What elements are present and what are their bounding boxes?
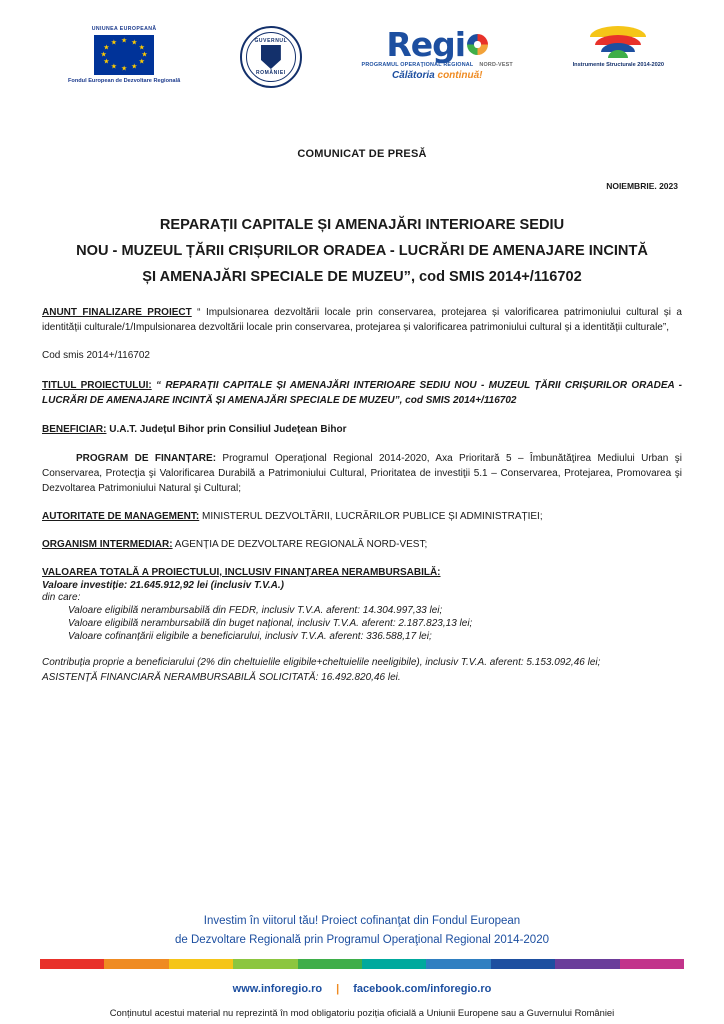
breakdown-intro: din care: bbox=[42, 591, 81, 603]
regio-subtitle: PROGRAMUL OPERAŢIONAL REGIONAL bbox=[361, 62, 474, 68]
announcement-paragraph bbox=[42, 305, 682, 335]
investment-value: Valoare investiție: 21.645.912,92 lei (inclusiv T.V.A.) bbox=[42, 579, 284, 591]
page-title-line-3: ȘI AMENAJĂRI SPECIALE DE MUZEU”, cod SMIS 2014+/116702 bbox=[142, 268, 582, 285]
contribution-line-1: Contribuția proprie a beneficiarului (2% din cheltuielile eligibile+cheltuielile neeligibile), inclusiv T.V.A. aferent: 5.153.092,46 lei; bbox=[42, 656, 601, 668]
beneficiary-text: U.A.T. Județul Bihor prin Consiliul Județean Bihor bbox=[106, 423, 347, 435]
breakdown-item: Valoare eligibilă nerambursabilă din FEDR, inclusiv T.V.A. aferent: 14.304.997,33 lei; bbox=[68, 604, 443, 616]
logo-bar bbox=[42, 0, 682, 92]
regio-logo bbox=[361, 25, 513, 81]
regio-subtitle-row bbox=[362, 62, 513, 68]
structural-arcs-icon bbox=[590, 26, 646, 60]
breakdown-item: Valoare eligibilă nerambursabilă din buget național, inclusiv T.V.A. aferent: 2.187.823,13 lei; bbox=[68, 617, 473, 629]
website-link[interactable]: www.inforegio.ro bbox=[232, 983, 323, 995]
government-seal-top-text: GUVERNUL bbox=[254, 38, 288, 44]
eu-logo-top-caption: UNIUNEA EUROPEANĂ bbox=[91, 26, 157, 32]
authority-paragraph bbox=[42, 509, 682, 524]
government-seal-bottom-text: ROMÂNIEI bbox=[255, 70, 286, 76]
beneficiary-paragraph bbox=[42, 422, 682, 437]
footer-links bbox=[0, 983, 724, 995]
program-paragraph bbox=[42, 451, 682, 496]
footer-slogan bbox=[0, 912, 724, 949]
footer-link-separator: | bbox=[336, 983, 340, 995]
intermediary-text: AGENȚIA DE DEZVOLTARE REGIONALĂ NORD-VEST; bbox=[172, 538, 428, 550]
authority-label: AUTORITATE DE MANAGEMENT: bbox=[42, 510, 200, 522]
regio-wordmark bbox=[386, 25, 488, 64]
regio-tagline bbox=[392, 70, 483, 81]
structural-instruments-logo bbox=[573, 26, 664, 70]
regio-wordmark-text: Regi bbox=[386, 25, 466, 64]
page-title-line-1: REPARAȚII CAPITALE ȘI AMENAJĂRI INTERIOARE SEDIU bbox=[159, 217, 565, 233]
regio-tagline-part1: Călătoria bbox=[391, 70, 438, 81]
document-date: NOIEMBRIE. 2023 bbox=[606, 181, 678, 191]
footer-slogan-line-1: Investim în viitorul tău! Proiect cofinanţat din Fondul European bbox=[203, 915, 521, 928]
structural-instruments-caption: Instrumente Structurale 2014-2020 bbox=[572, 62, 664, 68]
program-label: PROGRAM DE FINANȚARE: bbox=[76, 452, 217, 464]
eu-logo-bottom-caption: Fondul European de Dezvoltare Regională bbox=[68, 78, 181, 84]
coat-of-arms-icon bbox=[261, 45, 281, 69]
regio-region-label: NORD-VEST bbox=[479, 62, 513, 68]
eu-logo bbox=[68, 26, 180, 86]
project-title-paragraph bbox=[42, 378, 682, 409]
facebook-link[interactable]: facebook.com/inforegio.ro bbox=[353, 983, 492, 995]
page-title bbox=[42, 213, 682, 291]
smis-code: Cod smis 2014+/116702 bbox=[42, 349, 150, 361]
project-title-text: “ REPARAȚII CAPITALE ȘI AMENAJĂRI INTERIOARE SEDIU NOU - MUZEUL ȚĂRII CRIȘURILOR ORADEA - LUCRĂRI DE AMENAJARE INCINTĂ ȘI AMENAJĂRI SPECIALE DE MUZEU”, cod SMIS 2014+/116702 bbox=[42, 379, 683, 407]
government-logo bbox=[240, 26, 302, 88]
breakdown-item: Valoare cofinanțării eligibile a beneficiarului, inclusiv T.V.A. aferent: 336.588,17 lei; bbox=[68, 630, 432, 642]
regio-tagline-part2: continuă! bbox=[437, 70, 483, 81]
contribution-line-2: ASISTENȚĂ FINANCIARĂ NERAMBURSABILĂ SOLICITATĂ: 16.492.820,46 lei. bbox=[42, 671, 401, 683]
page-title-line-2: NOU - MUZEUL ȚĂRII CRIȘURILOR ORADEA - LUCRĂRI DE AMENAJARE INCINTĂ bbox=[76, 242, 648, 259]
announcement-text: “ Impulsionarea dezvoltării locale prin conservarea, protejarea și valorificarea patrimoniului cultural și a identității culturale/1/Impulsionarea dezvoltării locale prin conservarea, protejarea și valorificarea patrimoniului cultural și a identității culturale”, bbox=[42, 306, 682, 333]
regio-color-wheel-icon bbox=[467, 34, 488, 55]
press-release-label: COMUNICAT DE PRESĂ bbox=[297, 148, 427, 160]
total-value-label: VALOAREA TOTALĂ A PROIECTULUI, INCLUSIV FINANȚAREA NERAMBURSABILĂ: bbox=[42, 566, 441, 578]
government-seal-icon bbox=[240, 26, 302, 88]
page-footer bbox=[0, 912, 724, 1024]
project-title-label: TITLUL PROIECTULUI: bbox=[42, 379, 152, 391]
eu-flag-icon: ★ ★ ★ ★ ★ ★ ★ ★ ★ ★ ★ ★ bbox=[94, 35, 154, 75]
authority-text: MINISTERUL DEZVOLTĂRII, LUCRĂRILOR PUBLICE ȘI ADMINISTRAȚIEI; bbox=[199, 510, 543, 522]
intermediary-label: ORGANISM INTERMEDIAR: bbox=[42, 538, 173, 550]
intermediary-paragraph bbox=[42, 537, 682, 552]
footer-slogan-line-2: de Dezvoltare Regională prin Programul Operaţional Regional 2014-2020 bbox=[175, 933, 549, 946]
footer-color-bar bbox=[40, 959, 684, 969]
contribution-paragraph bbox=[42, 655, 682, 685]
footer-disclaimer: Conținutul acestui material nu reprezintă în mod obligatoriu poziția oficială a Uniunii Europene sau a Guvernului României bbox=[109, 1007, 615, 1018]
beneficiary-label: BENEFICIAR: bbox=[42, 423, 107, 435]
program-text: Programul Operaţional Regional 2014-2020, Axa Prioritară 5 – Îmbunătăţirea Mediului Urban şi Conservarea, Protecţia şi Valorificarea Durabilă a Patrimoniului Cultural, Prioritatea de investiţii 5.1 – Conservarea, Protejarea, Promovarea şi Dezvoltarea Patrimoniului Natural şi Cultural; bbox=[42, 452, 682, 494]
announcement-label: ANUNT FINALIZARE PROIECT bbox=[42, 306, 192, 318]
